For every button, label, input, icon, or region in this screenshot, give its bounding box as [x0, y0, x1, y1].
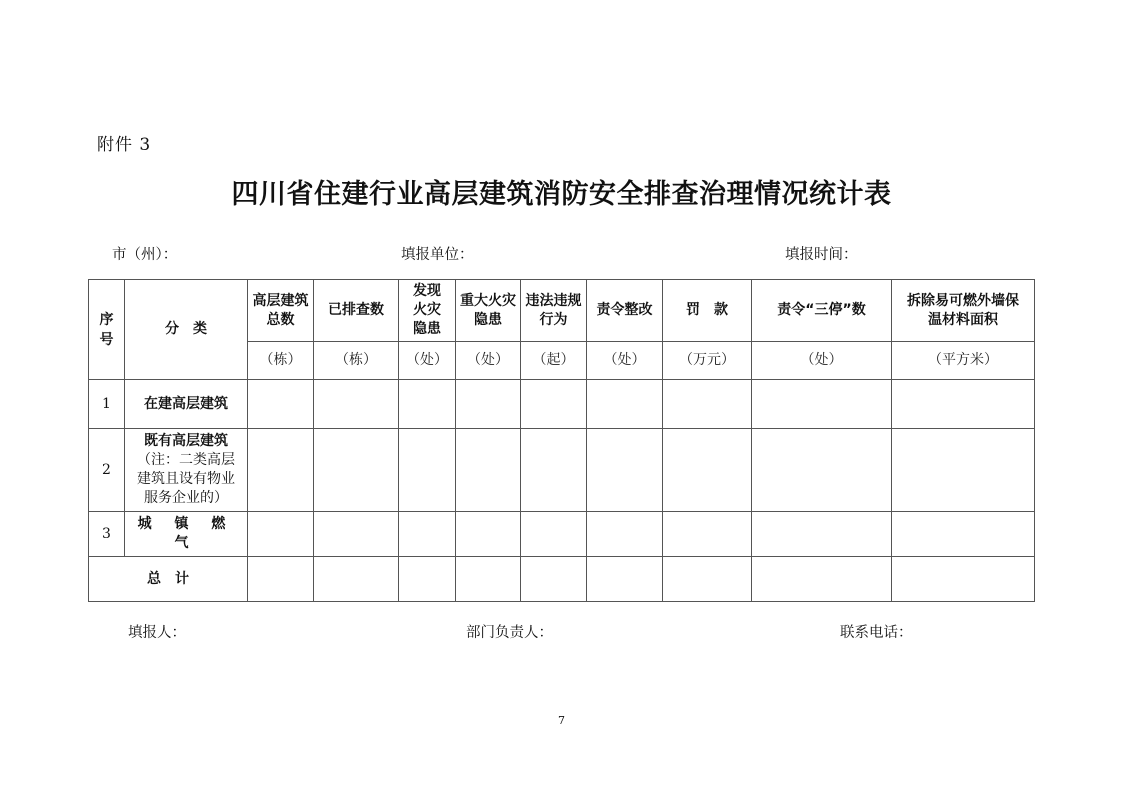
col-header-label: 重大火灾隐患	[460, 292, 516, 328]
col-header	[314, 280, 399, 342]
unit-cell: （处）	[399, 342, 456, 380]
data-cell[interactable]	[314, 380, 399, 429]
seq-header	[89, 280, 125, 380]
unit-cell: （处）	[587, 342, 663, 380]
data-cell[interactable]	[752, 557, 892, 602]
data-cell[interactable]	[521, 380, 587, 429]
total-row	[89, 557, 1035, 602]
data-cell[interactable]	[752, 380, 892, 429]
table-row	[89, 429, 1035, 512]
data-cell[interactable]	[587, 380, 663, 429]
data-cell[interactable]	[663, 557, 752, 602]
row-category-note: （注：二类高层建筑且设有物业服务企业的）	[137, 452, 235, 506]
data-cell[interactable]	[752, 429, 892, 512]
col-header	[587, 280, 663, 342]
data-cell[interactable]	[892, 429, 1035, 512]
row-seq: 2	[89, 429, 125, 512]
data-cell[interactable]	[456, 557, 521, 602]
col-header	[456, 280, 521, 342]
table-row	[89, 380, 1035, 429]
page-number: 7	[558, 714, 565, 727]
data-cell[interactable]	[399, 380, 456, 429]
data-cell[interactable]	[314, 512, 399, 557]
unit-cell: （处）	[456, 342, 521, 380]
data-cell[interactable]	[892, 557, 1035, 602]
data-cell[interactable]	[456, 512, 521, 557]
data-cell[interactable]	[399, 512, 456, 557]
col-header-label: 罚 款	[686, 302, 728, 318]
data-cell[interactable]	[521, 557, 587, 602]
phone-label: 联系电话：	[840, 625, 913, 641]
filler-label: 填报人：	[128, 625, 186, 641]
data-cell[interactable]	[248, 429, 314, 512]
data-cell[interactable]	[248, 557, 314, 602]
data-cell[interactable]	[248, 512, 314, 557]
col-header-label: 已排查数	[328, 302, 384, 318]
data-cell[interactable]	[892, 512, 1035, 557]
col-header	[892, 280, 1035, 342]
col-header	[248, 280, 314, 342]
data-cell[interactable]	[663, 512, 752, 557]
col-header-label: 责令“三停”数	[777, 302, 866, 318]
reporting-time-label: 填报时间：	[785, 247, 858, 263]
seq-header-label: 序号	[99, 311, 114, 348]
total-label: 总 计	[89, 557, 248, 602]
data-cell[interactable]	[521, 512, 587, 557]
row-category: 城 镇 燃 气	[125, 512, 248, 557]
col-header-label: 拆除易可燃外墙保温材料面积	[907, 292, 1019, 328]
row-category: 在建高层建筑	[125, 380, 248, 429]
table-row	[89, 512, 1035, 557]
row-category-cell	[125, 429, 248, 512]
data-cell[interactable]	[663, 380, 752, 429]
unit-cell: （平方米）	[892, 342, 1035, 380]
attachment-label: 附件 3	[97, 135, 152, 155]
reporting-unit-label: 填报单位：	[401, 247, 474, 263]
row-seq: 3	[89, 512, 125, 557]
unit-cell: （处）	[752, 342, 892, 380]
data-cell[interactable]	[587, 429, 663, 512]
unit-cell: （栋）	[248, 342, 314, 380]
col-header	[663, 280, 752, 342]
data-cell[interactable]	[587, 557, 663, 602]
col-header-label: 高层建筑总数	[252, 292, 309, 328]
col-header-label: 违法违规行为	[525, 292, 582, 328]
header-row	[89, 280, 1035, 342]
data-cell[interactable]	[314, 557, 399, 602]
city-label: 市（州）：	[112, 247, 178, 263]
data-cell[interactable]	[587, 512, 663, 557]
data-cell[interactable]	[456, 429, 521, 512]
data-cell[interactable]	[399, 557, 456, 602]
col-header	[752, 280, 892, 342]
data-cell[interactable]	[663, 429, 752, 512]
col-header-label: 责令整改	[596, 302, 653, 318]
statistics-table	[88, 279, 1035, 602]
row-seq: 1	[89, 380, 125, 429]
category-header: 分 类	[125, 280, 248, 380]
data-cell[interactable]	[892, 380, 1035, 429]
dept-head-label: 部门负责人：	[466, 625, 553, 641]
col-header-label: 发现火灾隐患	[413, 283, 441, 337]
data-cell[interactable]	[521, 429, 587, 512]
row-category: 既有高层建筑	[144, 433, 228, 449]
data-cell[interactable]	[314, 429, 399, 512]
unit-cell: （起）	[521, 342, 587, 380]
data-cell[interactable]	[248, 380, 314, 429]
data-cell[interactable]	[399, 429, 456, 512]
unit-cell: （万元）	[663, 342, 752, 380]
unit-cell: （栋）	[314, 342, 399, 380]
col-header	[521, 280, 587, 342]
col-header	[399, 280, 456, 342]
data-cell[interactable]	[456, 380, 521, 429]
data-cell[interactable]	[752, 512, 892, 557]
page-title: 四川省住建行业高层建筑消防安全排查治理情况统计表	[231, 179, 892, 210]
